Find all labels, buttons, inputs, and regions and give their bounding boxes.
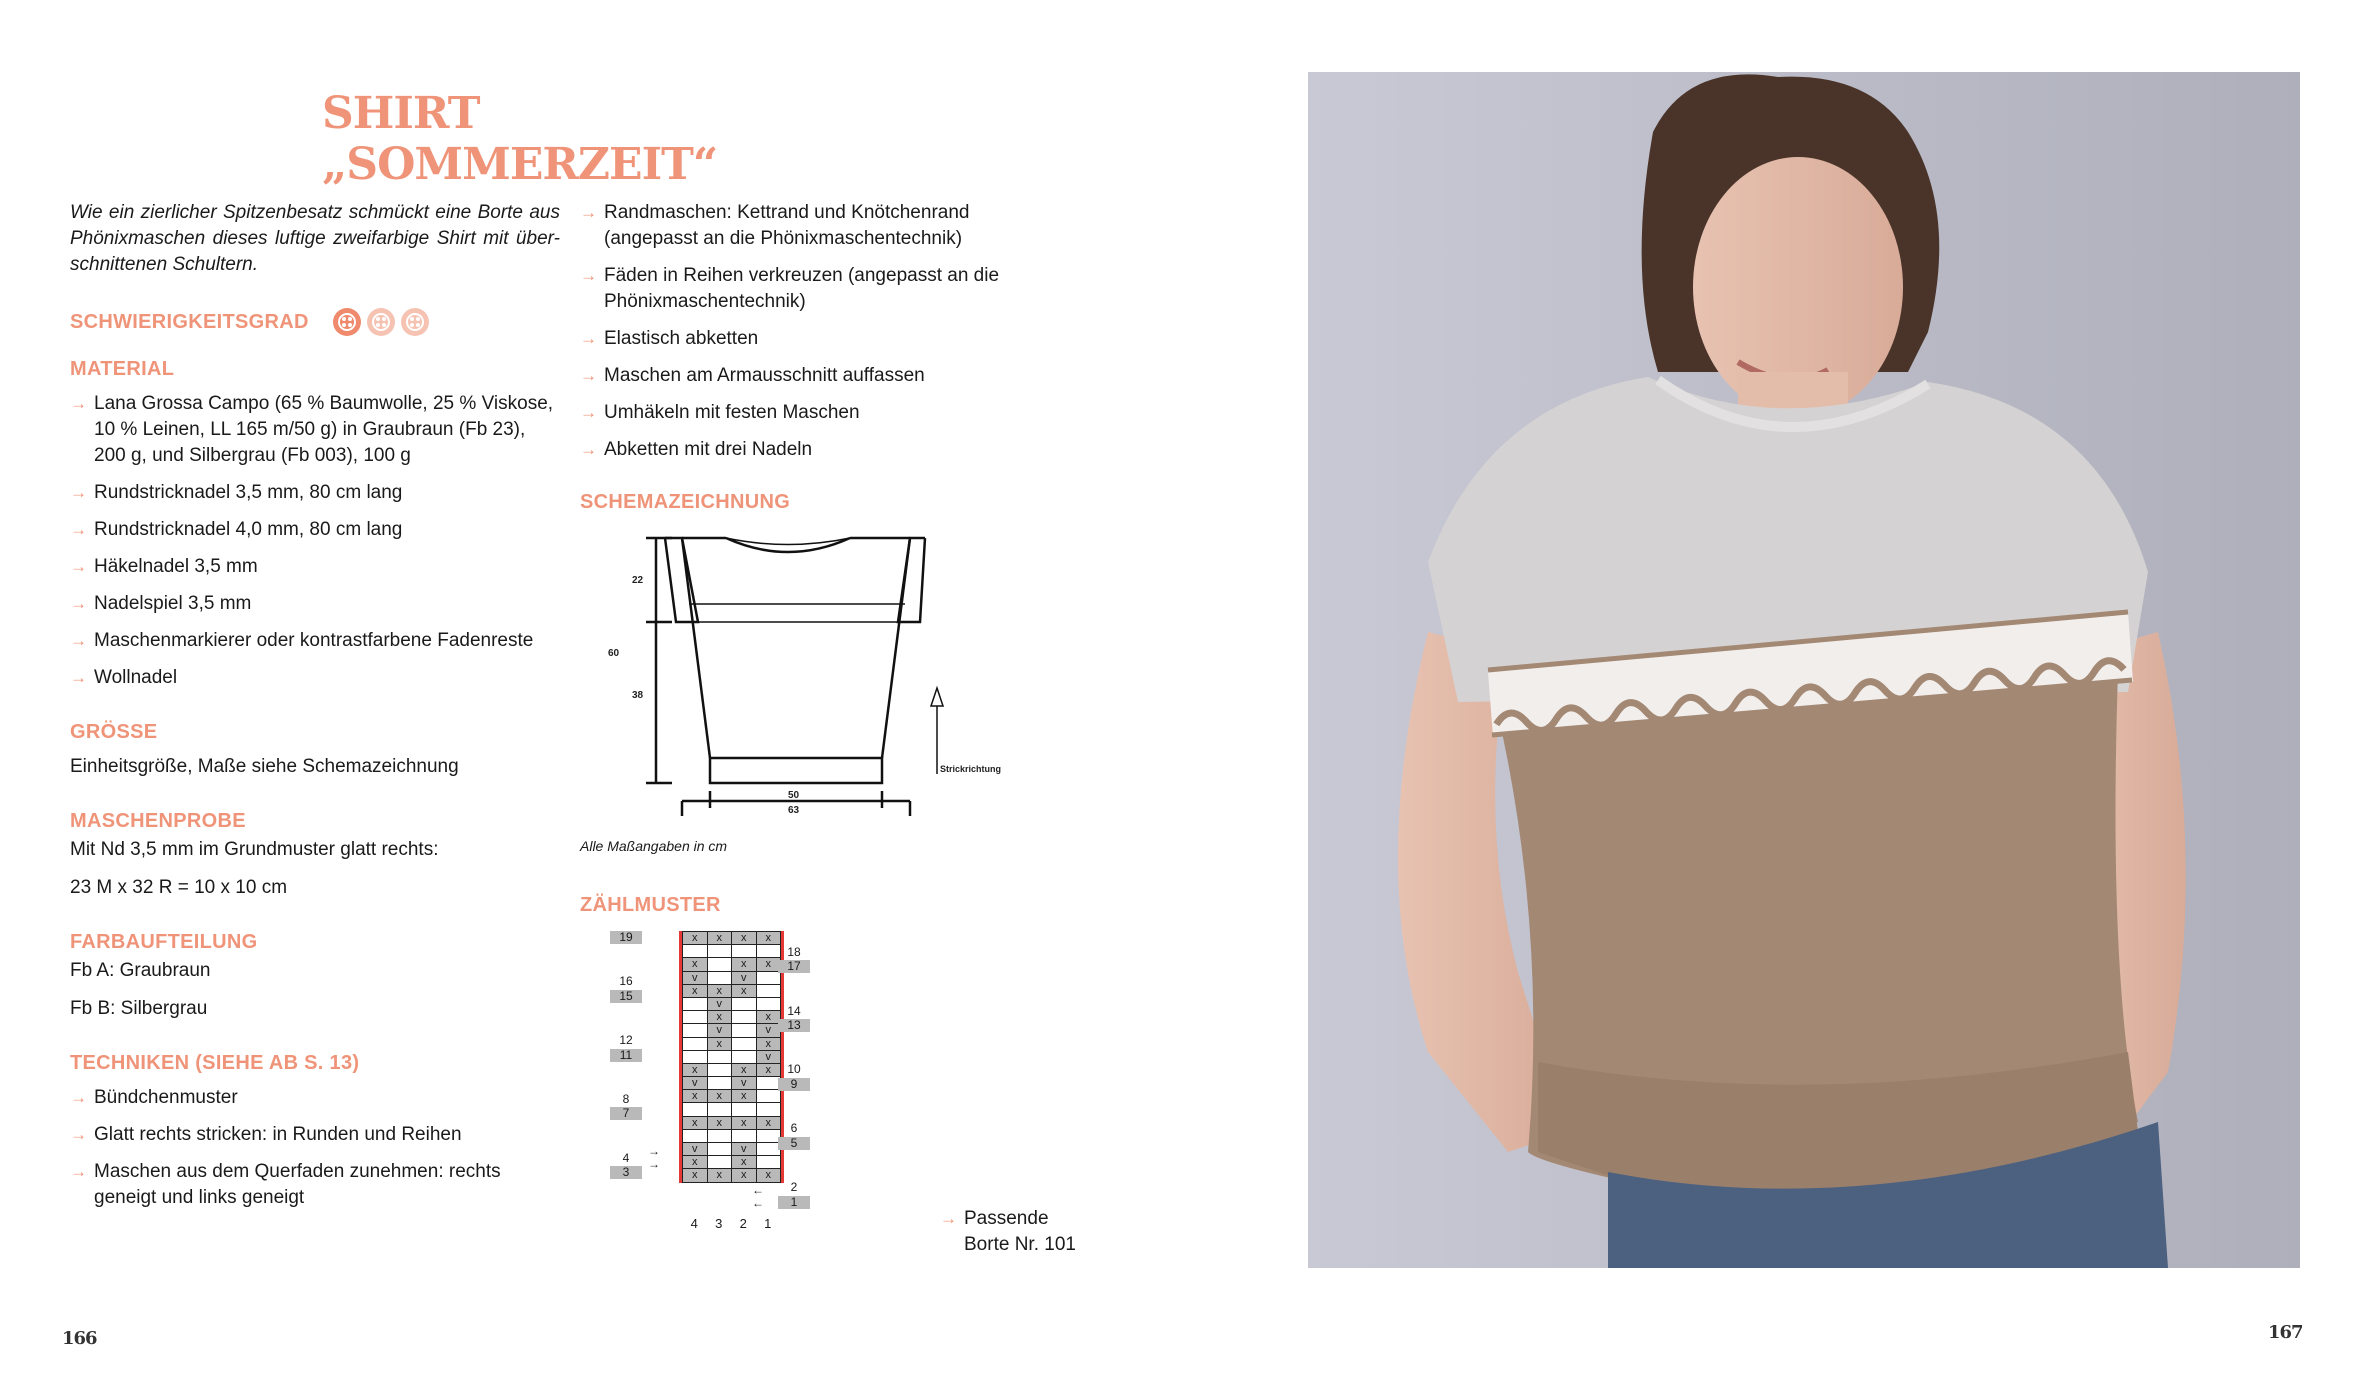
list-item: → Bündchenmuster [70, 1085, 560, 1111]
arrow-right-icon: → [70, 1125, 87, 1144]
photo-illustration [1308, 72, 2300, 1268]
shirt-schematic-svg [580, 526, 1040, 826]
svg-text:22: 22 [632, 575, 644, 586]
chart-cell: v [683, 1077, 708, 1090]
chart-row [683, 1103, 781, 1116]
size-section [70, 721, 560, 780]
chart-cell: v [707, 997, 732, 1010]
chart-cell: x [683, 1156, 708, 1169]
chart-cell [707, 1077, 732, 1090]
chart-cell [707, 1143, 732, 1156]
material-list [70, 391, 560, 691]
chart-cell: x [732, 1063, 757, 1076]
chart-row [683, 1116, 781, 1129]
chart-cell: v [683, 1143, 708, 1156]
techniques-list [70, 1085, 560, 1211]
chart-cell: x [756, 1116, 781, 1129]
chart-cell: x [683, 1116, 708, 1129]
chart-cell: x [683, 1090, 708, 1103]
chart-cell: x [732, 958, 757, 971]
chart-cell [707, 1063, 732, 1076]
page-title: SHIRT „SOMMERZEIT“ [322, 88, 718, 190]
schema-caption: Alle Maßangaben in cm [580, 838, 728, 854]
techniques-heading: TECHNIKEN (SIEHE AB S. 13) [70, 1052, 360, 1074]
arrow-left-icon: ← [752, 1183, 764, 1197]
arrow-right-icon: → [580, 266, 597, 285]
intro-text: Wie ein zierlicher Spitzenbesatz schmückt eine Borte aus Phönixmaschen dieses luftige zweifarbige Shirt mit über-schnittenen Schultern. [70, 202, 560, 275]
chart-cell: x [683, 1169, 708, 1182]
row-label: 18 [787, 944, 801, 959]
row-label: 5 [778, 1137, 810, 1150]
arrow-right-icon: → [648, 1157, 660, 1171]
chart-cell: x [732, 1156, 757, 1169]
chart-row [683, 1050, 781, 1063]
row-label: 8 [622, 1091, 630, 1106]
list-item: → Elastisch abketten [580, 326, 1040, 352]
colors-heading: FARBAUFTEILUNG [70, 931, 258, 953]
list-item: → Randmaschen: Kettrand und Knötchenrand (angepasst an die Phönixmaschentechnik) [580, 200, 1040, 252]
chart-row [683, 997, 781, 1010]
border-reference: → Passende Borte Nr. 101 [940, 1206, 1076, 1258]
chart-cell: x [707, 1037, 732, 1050]
arrow-right-icon: → [70, 483, 87, 502]
chart-table [682, 931, 781, 1183]
chart-row [683, 1143, 781, 1156]
colors-section [70, 931, 560, 1022]
chart-row [683, 1156, 781, 1169]
arrow-right-icon: → [70, 1088, 87, 1107]
middle-column [580, 200, 1040, 1251]
list-item: → Häkelnadel 3,5 mm [70, 554, 560, 580]
chart-cell [683, 1024, 708, 1037]
chart-row [683, 1169, 781, 1182]
chart-cell: x [732, 1090, 757, 1103]
chart-cell [732, 1129, 757, 1142]
chart-cell [756, 1129, 781, 1142]
button-icon [333, 308, 361, 336]
chart-cell [732, 997, 757, 1010]
svg-text:50: 50 [788, 790, 800, 801]
chart-cell [683, 1011, 708, 1024]
svg-text:63: 63 [788, 805, 800, 816]
list-item: → Glatt rechts stricken: in Runden und Reihen [70, 1122, 560, 1148]
chart-cell: v [683, 971, 708, 984]
arrow-right-icon: → [70, 631, 87, 650]
chart-cell [707, 971, 732, 984]
arrow-right-icon: → [70, 520, 87, 539]
chart-cell: x [707, 1090, 732, 1103]
row-label: 4 [622, 1150, 630, 1165]
gauge-text: Mit Nd 3,5 mm im Grundmuster glatt rechts: [70, 839, 439, 860]
chart-row [683, 1063, 781, 1076]
chart-row [683, 932, 781, 945]
chart-row [683, 1037, 781, 1050]
chart-cell [683, 1037, 708, 1050]
row-label: 7 [610, 1107, 642, 1120]
chart-cell [683, 1050, 708, 1063]
row-label: 12 [619, 1032, 633, 1047]
list-item: → Fäden in Reihen verkreuzen (angepasst an die Phönixmaschentechnik) [580, 263, 1040, 315]
chart-cell [683, 945, 708, 958]
arrow-right-icon: → [580, 366, 597, 385]
stitch-chart [580, 931, 1040, 1251]
material-section [70, 358, 560, 691]
chart-cell [756, 1103, 781, 1116]
chart-row [683, 1129, 781, 1142]
chart-heading: ZÄHLMUSTER [580, 894, 721, 916]
chart-cell: x [756, 1169, 781, 1182]
schema-heading: SCHEMAZEICHNUNG [580, 491, 791, 513]
chart-cell: x [707, 1169, 732, 1182]
chart-cell: x [707, 1011, 732, 1024]
arrow-right-icon: → [580, 329, 597, 348]
chart-column-labels: 4 3 2 1 [690, 1216, 772, 1231]
row-label: 1 [778, 1196, 810, 1209]
row-label: 16 [619, 974, 633, 989]
arrow-right-icon: → [70, 394, 87, 413]
chart-cell: v [732, 971, 757, 984]
chart-cell: x [756, 958, 781, 971]
list-item: → Maschenmarkierer oder kontrastfarbene Fadenreste [70, 628, 560, 654]
list-item: → Maschen aus dem Querfaden zunehmen: rechts geneigt und links geneigt [70, 1159, 560, 1211]
svg-text:60: 60 [608, 648, 620, 659]
row-label: 19 [610, 931, 642, 944]
arrow-right-icon: → [940, 1209, 957, 1228]
chart-cell: v [756, 1024, 781, 1037]
material-heading: MATERIAL [70, 358, 175, 380]
svg-text:38: 38 [632, 690, 644, 701]
chart-row [683, 1024, 781, 1037]
chart-row [683, 1090, 781, 1103]
chart-cell: x [707, 932, 732, 945]
row-label: 17 [778, 960, 810, 973]
chart-row [683, 958, 781, 971]
chart-cell [756, 1090, 781, 1103]
chart-cell [732, 1050, 757, 1063]
arrow-right-icon: → [70, 668, 87, 687]
gauge-heading: MASCHENPROBE [70, 810, 246, 832]
row-label: 3 [610, 1166, 642, 1179]
chart-cell: v [732, 1077, 757, 1090]
row-label: 6 [790, 1121, 798, 1136]
chart-cell: v [707, 1024, 732, 1037]
row-label: 13 [778, 1019, 810, 1032]
chart-cell: x [756, 1011, 781, 1024]
size-text: Einheitsgröße, Maße siehe Schemazeichnung [70, 756, 459, 777]
difficulty-rating [333, 308, 429, 336]
list-item: → Maschen am Armausschnitt auffassen [580, 363, 1040, 389]
left-column [70, 200, 560, 1241]
chart-cell [756, 971, 781, 984]
chart-cell [732, 1024, 757, 1037]
chart-cell [732, 1103, 757, 1116]
chart-row [683, 1077, 781, 1090]
list-item: → Wollnadel [70, 665, 560, 691]
button-icon [367, 308, 395, 336]
arrow-right-icon: → [70, 1162, 87, 1181]
chart-cell: x [756, 1063, 781, 1076]
chart-row [683, 971, 781, 984]
chart-cell: x [707, 984, 732, 997]
color-a: Fb A: Graubraun [70, 960, 211, 981]
chart-cell: x [732, 1169, 757, 1182]
arrow-left-icon: ← [752, 1196, 764, 1210]
page-number-right: 167 [2268, 1322, 2303, 1343]
gauge-value: 23 M x 32 R = 10 x 10 cm [70, 877, 288, 898]
chart-cell [732, 1037, 757, 1050]
chart-cell: v [756, 1050, 781, 1063]
chart-cell: x [683, 984, 708, 997]
chart-cell [707, 1129, 732, 1142]
size-heading: GRÖSSE [70, 721, 158, 743]
color-b: Fb B: Silbergrau [70, 998, 208, 1019]
row-label: 15 [610, 990, 642, 1003]
chart-cell: x [756, 1037, 781, 1050]
gauge-section [70, 810, 560, 901]
chart-cell [756, 1156, 781, 1169]
chart-cell [756, 1143, 781, 1156]
chart-cell [732, 1011, 757, 1024]
chart-row [683, 984, 781, 997]
chart-cell [732, 945, 757, 958]
arrow-right-icon: → [648, 1144, 660, 1158]
chart-cell [756, 984, 781, 997]
schematic-drawing [580, 526, 1040, 826]
chart-cell: x [683, 1063, 708, 1076]
list-item: → Abketten mit drei Nadeln [580, 437, 1040, 463]
list-item: → Umhäkeln mit festen Maschen [580, 400, 1040, 426]
techniques-section [70, 1052, 560, 1211]
chart-cell [756, 945, 781, 958]
chart-cell [707, 1050, 732, 1063]
page-number-left: 166 [62, 1328, 97, 1349]
arrow-right-icon: → [580, 403, 597, 422]
chart-row [683, 1011, 781, 1024]
chart-cell [756, 1077, 781, 1090]
row-label: 9 [778, 1078, 810, 1091]
row-label: 11 [610, 1049, 642, 1062]
arrow-right-icon: → [70, 557, 87, 576]
chart-row [683, 945, 781, 958]
chart-cell [707, 945, 732, 958]
chart-cell: x [732, 984, 757, 997]
techniques-list-continued [580, 200, 1040, 463]
chart-cell [707, 1103, 732, 1116]
chart-cell: x [683, 932, 708, 945]
row-label: 2 [790, 1179, 798, 1194]
chart-cell: x [756, 932, 781, 945]
chart-cell: x [732, 932, 757, 945]
list-item: → Nadelspiel 3,5 mm [70, 591, 560, 617]
chart-cell [683, 997, 708, 1010]
chart-cell: x [707, 1116, 732, 1129]
difficulty-section [70, 308, 560, 336]
arrow-right-icon: → [580, 440, 597, 459]
button-icon [401, 308, 429, 336]
chart-cell: x [683, 958, 708, 971]
row-label: 10 [787, 1062, 801, 1077]
row-label: 14 [787, 1003, 801, 1018]
list-item: → Rundstricknadel 4,0 mm, 80 cm lang [70, 517, 560, 543]
difficulty-heading: SCHWIERIGKEITSGRAD [70, 308, 560, 336]
model-photo [1308, 72, 2300, 1268]
list-item: → Lana Grossa Campo (65 % Baumwolle, 25 % Viskose, 10 % Leinen, LL 165 m/50 g) in Graubraun (Fb 23), 200 g, und Silbergrau (Fb 003), 100 g [70, 391, 560, 469]
svg-text:Strickrichtung: Strickrichtung [940, 764, 1002, 774]
chart-cell [707, 958, 732, 971]
chart-cell [683, 1129, 708, 1142]
chart-cell [756, 997, 781, 1010]
list-item: → Rundstricknadel 3,5 mm, 80 cm lang [70, 480, 560, 506]
chart-grid [679, 931, 784, 1183]
arrow-right-icon: → [580, 203, 597, 222]
chart-cell [683, 1103, 708, 1116]
chart-cell: x [732, 1116, 757, 1129]
chart-cell [707, 1156, 732, 1169]
chart-cell: v [732, 1143, 757, 1156]
arrow-right-icon: → [70, 594, 87, 613]
